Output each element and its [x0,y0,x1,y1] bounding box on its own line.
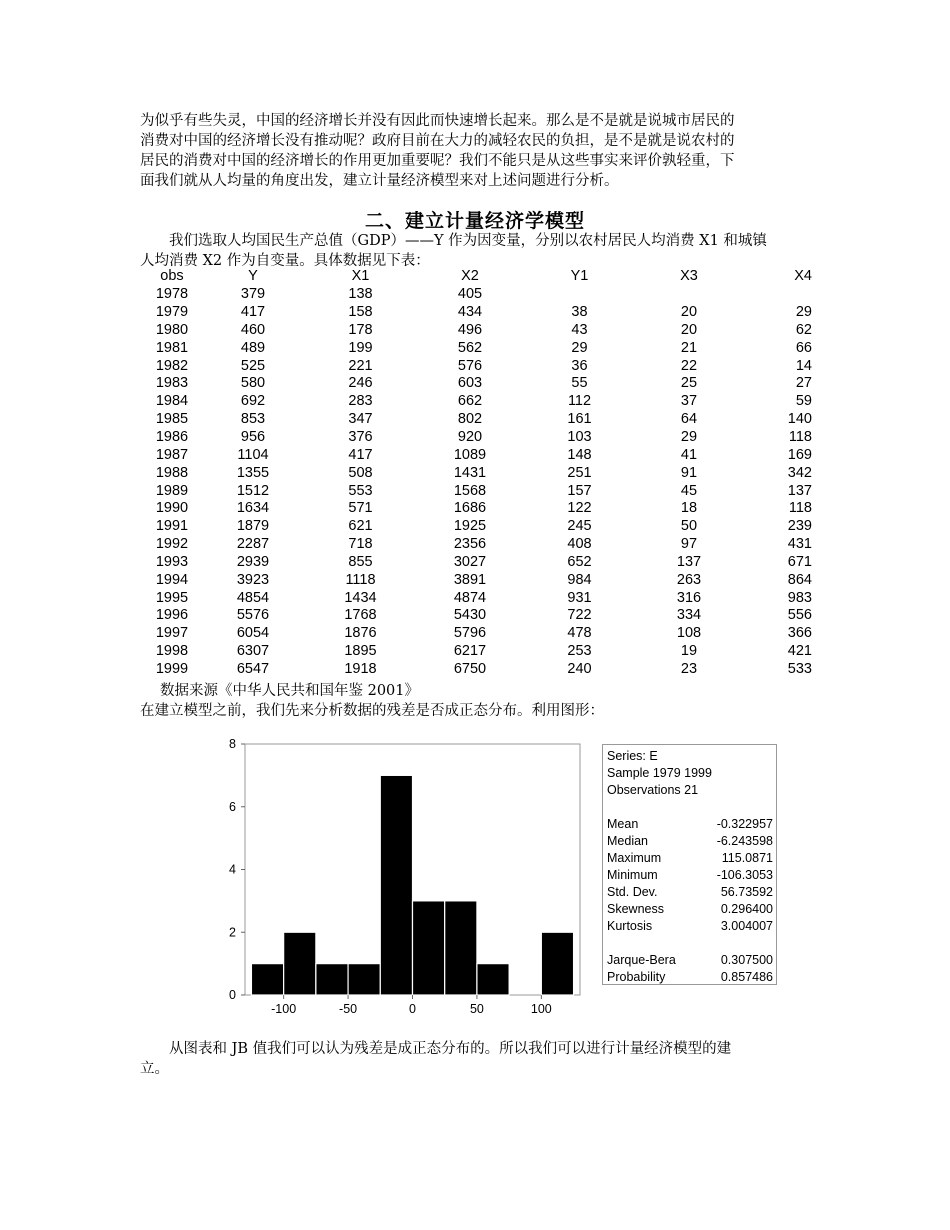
intro-paragraph [140,111,808,191]
table-cell: 178 [348,321,373,338]
table-cell: 1979 [155,304,189,321]
source-note-text: 数据来源《中华人民共和国年鉴 2001》 [160,683,420,699]
table-cell: 2356 [453,536,487,553]
stats-row-mean [607,816,773,833]
table-cell: 245 [567,518,592,535]
table-cell: 6307 [236,643,270,660]
residual-intro [140,701,808,721]
table-cell: 1512 [236,482,270,499]
table-cell: 1993 [155,553,189,570]
table-cell: 263 [676,571,702,588]
table-cell: 6217 [453,643,487,660]
stat-value: 56.73592 [720,885,773,899]
stats-row-maximum [607,850,773,867]
table-cell: 864 [787,571,812,588]
table-cell: 1987 [155,446,189,463]
conclusion-paragraph [140,1039,808,1079]
histogram-bar [348,964,380,995]
table-cell: 59 [795,393,812,410]
table-row [140,482,812,500]
table-cell: 1989 [155,482,189,499]
table-cell: 112 [567,393,592,410]
table-cell: 621 [348,518,373,535]
table-cell [638,286,740,304]
table-row [140,286,812,304]
table-cell: 334 [676,607,702,624]
table-cell: 1980 [155,321,189,338]
table-cell: 138 [348,286,373,303]
table-cell: 140 [787,411,812,428]
table-cell: 283 [348,393,373,410]
table-cell: 525 [240,357,266,374]
table-cell: 14 [795,357,812,374]
table-cell: 199 [348,339,373,356]
table-cell: 855 [348,553,373,570]
table-row [140,375,812,393]
table-cell: 920 [457,429,483,446]
table-cell: 55 [571,375,588,392]
table-cell: 984 [567,571,592,588]
column-header: Y1 [570,268,589,285]
table-header-row [140,268,812,286]
table-cell: 652 [567,553,592,570]
column-header: X4 [794,268,812,285]
residual-histogram [215,733,595,1023]
table-cell: 4874 [453,589,487,606]
table-cell: 161 [567,411,592,428]
table-cell: 158 [348,304,373,321]
x-tick-label: 0 [409,1002,416,1016]
table-cell: 253 [567,643,592,660]
table-cell: 580 [240,375,266,392]
table-cell: 103 [567,429,592,446]
conclusion-line: 立。 [140,1061,169,1077]
table-cell: 460 [240,321,266,338]
stats-sample [607,765,773,782]
table-cell: 1990 [155,500,189,517]
table-cell: 692 [240,393,266,410]
table-cell: 316 [676,589,702,606]
table-cell: 29 [795,304,812,321]
table-cell: 956 [240,429,266,446]
stats-observations-label: Observations 21 [607,783,699,797]
x-tick-label: 50 [469,1002,484,1016]
table-cell: 41 [680,446,698,463]
table-cell: 43 [571,321,588,338]
intro-line: 消费对中国的经济增长没有推动呢？政府目前在大力的减轻农民的负担，是不是就是说农村的 [140,133,735,149]
table-cell: 21 [680,339,698,356]
table-cell: 1991 [155,518,189,535]
table-cell: 1355 [236,464,270,481]
stats-observations [607,782,773,799]
column-header: X3 [680,268,698,285]
table-cell: 379 [240,286,266,303]
stat-value: -106.3053 [716,868,773,882]
table-cell: 1983 [155,375,189,392]
table-cell: 489 [240,339,266,356]
table-cell: 246 [348,375,373,392]
table-row [140,536,812,554]
table-cell: 6750 [453,660,487,677]
intro-line: 居民的消费对中国的经济增长的作用更加重要呢？我们不能只是从这些事实来评价孰轻重，下 [140,153,735,169]
stat-label: Mean [607,817,639,831]
table-cell: 18 [680,500,698,517]
table-cell: 3027 [453,553,487,570]
stats-row-probability [607,969,773,986]
table-cell: 5576 [236,607,270,624]
histogram-bar [541,932,573,995]
table-cell: 3891 [453,571,487,588]
table-cell: 29 [680,429,698,446]
table-row [140,518,812,536]
table-body [140,286,812,679]
table-cell: 478 [567,625,592,642]
table-cell: 556 [787,607,812,624]
table-row [140,589,812,607]
histogram-bar [380,775,412,995]
stat-label: Jarque-Bera [607,953,676,967]
table-cell: 2287 [236,536,270,553]
table-cell: 562 [457,339,483,356]
table-row [140,643,812,661]
stat-label: Probability [607,970,666,984]
intro-line: 面我们就从人均量的角度出发，建立计量经济模型来对上述问题进行分析。 [140,173,619,189]
table-cell: 1568 [453,482,487,499]
table-cell: 240 [567,660,592,677]
table-cell: 25 [680,375,698,392]
stat-label: Minimum [607,868,658,882]
table-cell: 603 [457,375,483,392]
table-cell: 1985 [155,411,189,428]
table-cell: 62 [795,321,812,338]
x-tick-label: -100 [271,1002,297,1016]
table-row [140,339,812,357]
table-cell: 1768 [344,607,377,624]
stats-row-minimum [607,867,773,884]
table-cell: 1431 [453,464,487,481]
table-cell: 1434 [344,589,377,606]
table-cell: 23 [680,660,698,677]
table-cell [521,286,638,304]
stat-value: 3.004007 [720,919,773,933]
table-cell: 662 [457,393,483,410]
table-cell: 2939 [236,553,270,570]
stat-value: 0.307500 [720,953,773,967]
table-cell: 671 [787,553,812,570]
stat-value: 115.0871 [721,851,773,865]
section-heading: 二、建立计量经济学模型 [364,210,585,232]
table-cell: 376 [348,429,373,446]
table-cell: 64 [680,411,698,428]
table-cell: 1918 [344,660,377,677]
table-cell: 347 [348,411,373,428]
stat-label: Std. Dev. [607,885,658,899]
table-cell: 6054 [236,625,270,642]
table-row [140,322,812,340]
column-header: obs [160,268,184,285]
data-table [140,268,812,678]
table-row [140,661,812,679]
stats-row-kurtosis [607,918,773,935]
table-cell: 19 [680,643,698,660]
column-header: X1 [351,268,370,285]
table-cell: 1634 [236,500,270,517]
table-cell: 20 [680,304,698,321]
table-cell: 29 [571,339,588,356]
y-tick-label: 8 [229,737,236,751]
table-cell: 97 [680,536,698,553]
statistics-box [602,744,777,985]
table-cell: 571 [348,500,373,517]
histogram-bar [316,964,348,995]
stats-series-label: Series: E [607,749,658,763]
table-cell: 1982 [155,357,189,374]
histogram-bar [413,901,445,995]
table-cell: 1984 [155,393,189,410]
y-tick-label: 4 [229,862,236,877]
table-cell: 931 [567,589,592,606]
conclusion-line: 从图表和 JB 值我们可以认为残差是成正态分布的。所以我们可以进行计量经济模型的建 [169,1041,732,1057]
table-cell: 1118 [345,571,376,588]
table-cell: 1876 [344,625,377,642]
table-cell: 1686 [453,500,487,517]
y-tick-label: 0 [229,988,236,1002]
residual-intro-text: 在建立模型之前，我们先来分析数据的残差是否成正态分布。利用图形： [140,703,604,719]
stat-label: Kurtosis [607,919,653,933]
table-cell: 576 [457,357,483,374]
description-paragraph [140,231,808,271]
stats-row-stddev [607,884,773,901]
table-cell: 22 [680,357,698,374]
table-cell: 1981 [155,339,189,356]
table-cell: 137 [676,553,702,570]
table-cell: 50 [680,518,698,535]
table-row [140,625,812,643]
table-cell: 1994 [155,571,189,588]
stats-series [607,748,773,765]
stat-value: -0.322957 [716,817,773,831]
histogram-bar [284,932,316,995]
table-cell: 1104 [237,446,269,463]
table-row [140,571,812,589]
source-note [140,681,808,701]
x-tick-label: 100 [530,1002,552,1016]
column-header: X2 [461,268,479,285]
table-cell: 1999 [155,660,189,677]
table-cell: 251 [567,464,592,481]
table-cell: 553 [348,482,373,499]
table-row [140,554,812,572]
table-cell: 1998 [155,643,189,660]
stat-value: 0.857486 [720,970,773,984]
x-tick-label: -50 [339,1002,358,1016]
table-cell: 36 [571,357,588,374]
table-cell: 239 [787,518,812,535]
stat-label: Maximum [607,851,662,865]
table-cell: 508 [348,464,373,481]
table-row [140,500,812,518]
table-cell: 4854 [236,589,270,606]
table-cell: 1988 [155,464,189,481]
stat-value: -6.243598 [716,834,773,848]
table-row [140,393,812,411]
table-cell: 405 [457,286,483,303]
table-cell: 417 [348,446,373,463]
table-row [140,446,812,464]
table-cell: 431 [787,536,812,553]
table-row [140,304,812,322]
table-cell: 366 [787,625,812,642]
table-cell: 421 [787,643,812,660]
table-row [140,357,812,375]
stats-row-jarque-bera [607,952,773,969]
table-cell: 27 [795,375,812,392]
table-row [140,411,812,429]
table-cell: 718 [348,536,373,553]
table-cell: 66 [795,339,812,356]
table-cell: 148 [567,446,592,463]
table-cell: 408 [567,536,592,553]
table-row [140,464,812,482]
table-cell: 118 [788,500,812,517]
stat-value: 0.296400 [720,902,773,916]
table-cell: 417 [240,304,266,321]
table-cell: 137 [787,482,812,499]
stats-row-skewness [607,901,773,918]
table-cell [740,286,812,304]
table-cell: 118 [788,429,812,446]
table-cell: 37 [680,393,698,410]
table-cell: 122 [567,500,592,517]
stat-label: Skewness [607,902,664,916]
table-cell: 434 [457,304,483,321]
stat-label: Median [607,834,648,848]
table-cell: 1978 [155,286,189,303]
column-header: Y [248,268,258,285]
table-row [140,607,812,625]
table-cell: 496 [457,321,483,338]
description-line: 人均消费 X2 作为自变量。具体数据见下表： [140,253,430,269]
histogram-bar [251,964,283,995]
table-row [140,429,812,447]
histogram-bar [445,901,477,995]
table-cell: 802 [457,411,483,428]
table-cell: 342 [787,464,812,481]
stats-sample-label: Sample 1979 1999 [607,766,712,780]
table-cell: 1992 [155,536,189,553]
table-cell: 1925 [453,518,487,535]
table-cell: 722 [567,607,592,624]
table-cell: 1895 [344,643,377,660]
table-cell: 108 [676,625,702,642]
table-cell: 5430 [453,607,487,624]
y-tick-label: 6 [229,799,236,814]
table-cell: 1995 [155,589,189,606]
table-cell: 983 [787,589,812,606]
table-cell: 1997 [155,625,189,642]
table-cell: 6547 [236,660,270,677]
intro-line: 为似乎有些失灵，中国的经济增长并没有因此而快速增长起来。那么是不是就是说城市居民的 [140,113,735,129]
table-cell: 3923 [236,571,270,588]
table-cell: 91 [680,464,698,481]
table-cell: 1996 [155,607,189,624]
description-line: 我们选取人均国民生产总值（GDP）——Y 作为因变量，分别以农村居民人均消费 X1 和城镇 [169,233,767,249]
table-cell: 5796 [453,625,487,642]
stats-row-median [607,833,773,850]
table-cell: 38 [571,304,588,321]
y-tick-label: 2 [229,925,236,940]
table-cell: 1089 [453,446,487,463]
table-cell: 45 [680,482,698,499]
table-cell: 1879 [236,518,270,535]
table-cell: 20 [680,321,698,338]
table-cell: 853 [240,411,266,428]
table-cell: 221 [348,357,373,374]
table-cell: 1986 [155,429,189,446]
histogram-bar [477,964,509,995]
table-cell: 157 [567,482,592,499]
table-cell: 533 [787,660,812,677]
table-cell: 169 [787,446,812,463]
